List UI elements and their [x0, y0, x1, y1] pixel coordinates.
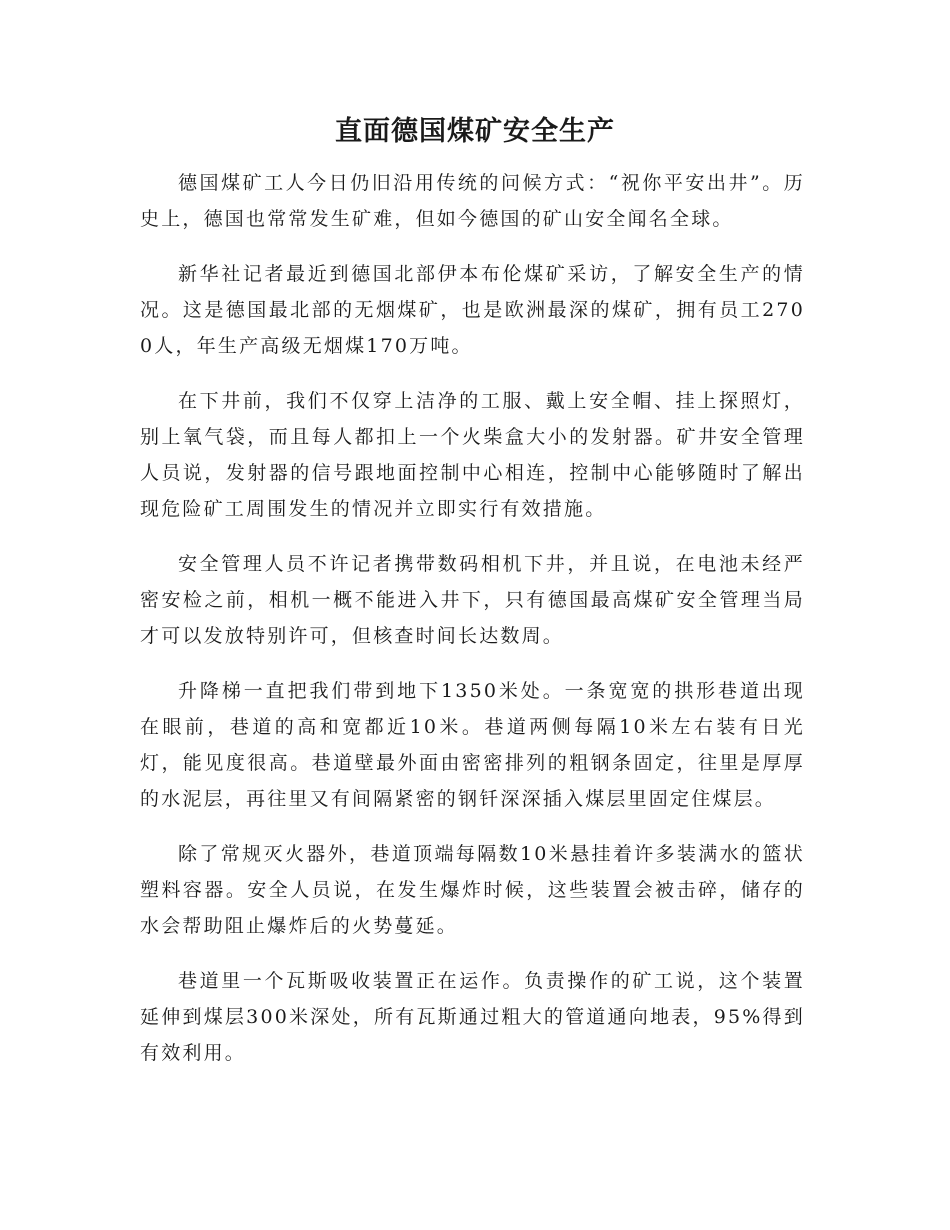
document-body: [140, 165, 805, 1090]
paragraph-4: 安全管理人员不许记者携带数码相机下井，并且说，在电池未经严密安检之前，相机一概不能进入井下，只有德国最高煤矿安全管理当局才可以发放特别许可，但核查时间长达数周。: [140, 553, 805, 647]
paragraph-2: 新华社记者最近到德国北部伊本布伦煤矿采访，了解安全生产的情况。这是德国最北部的无烟煤矿，也是欧洲最深的煤矿，拥有员工2700人，年生产高级无烟煤170万吨。: [140, 263, 805, 357]
paragraph-7: 巷道里一个瓦斯吸收装置正在运作。负责操作的矿工说，这个装置延伸到煤层300米深处，所有瓦斯通过粗大的管道通向地表，95%得到有效利用。: [140, 970, 805, 1064]
document-title: 直面德国煤矿安全生产: [335, 116, 615, 147]
paragraph-6: 除了常规灭火器外，巷道顶端每隔数10米悬挂着许多装满水的篮状塑料容器。安全人员说，在发生爆炸时候，这些装置会被击碎，储存的水会帮助阻止爆炸后的火势蔓延。: [140, 843, 805, 937]
paragraph-5: 升降梯一直把我们带到地下1350米处。一条宽宽的拱形巷道出现在眼前，巷道的高和宽都近10米。巷道两侧每隔10米左右装有日光灯，能见度很高。巷道壁最外面由密密排列的粗钢条固定，往里是厚厚的水泥层，再往里又有间隔紧密的钢钎深深插入煤层里固定住煤层。: [140, 680, 805, 810]
paragraph-1: 德国煤矿工人今日仍旧沿用传统的问候方式：“祝你平安出井”。历史上，德国也常常发生矿难，但如今德国的矿山安全闻名全球。: [140, 172, 805, 230]
paragraph-3: 在下井前，我们不仅穿上洁净的工服、戴上安全帽、挂上探照灯，别上氧气袋，而且每人都扣上一个火柴盒大小的发射器。矿井安全管理人员说，发射器的信号跟地面控制中心相连，控制中心能够随时了解出现危险矿工周围发生的情况并立即实行有效措施。: [140, 390, 805, 520]
